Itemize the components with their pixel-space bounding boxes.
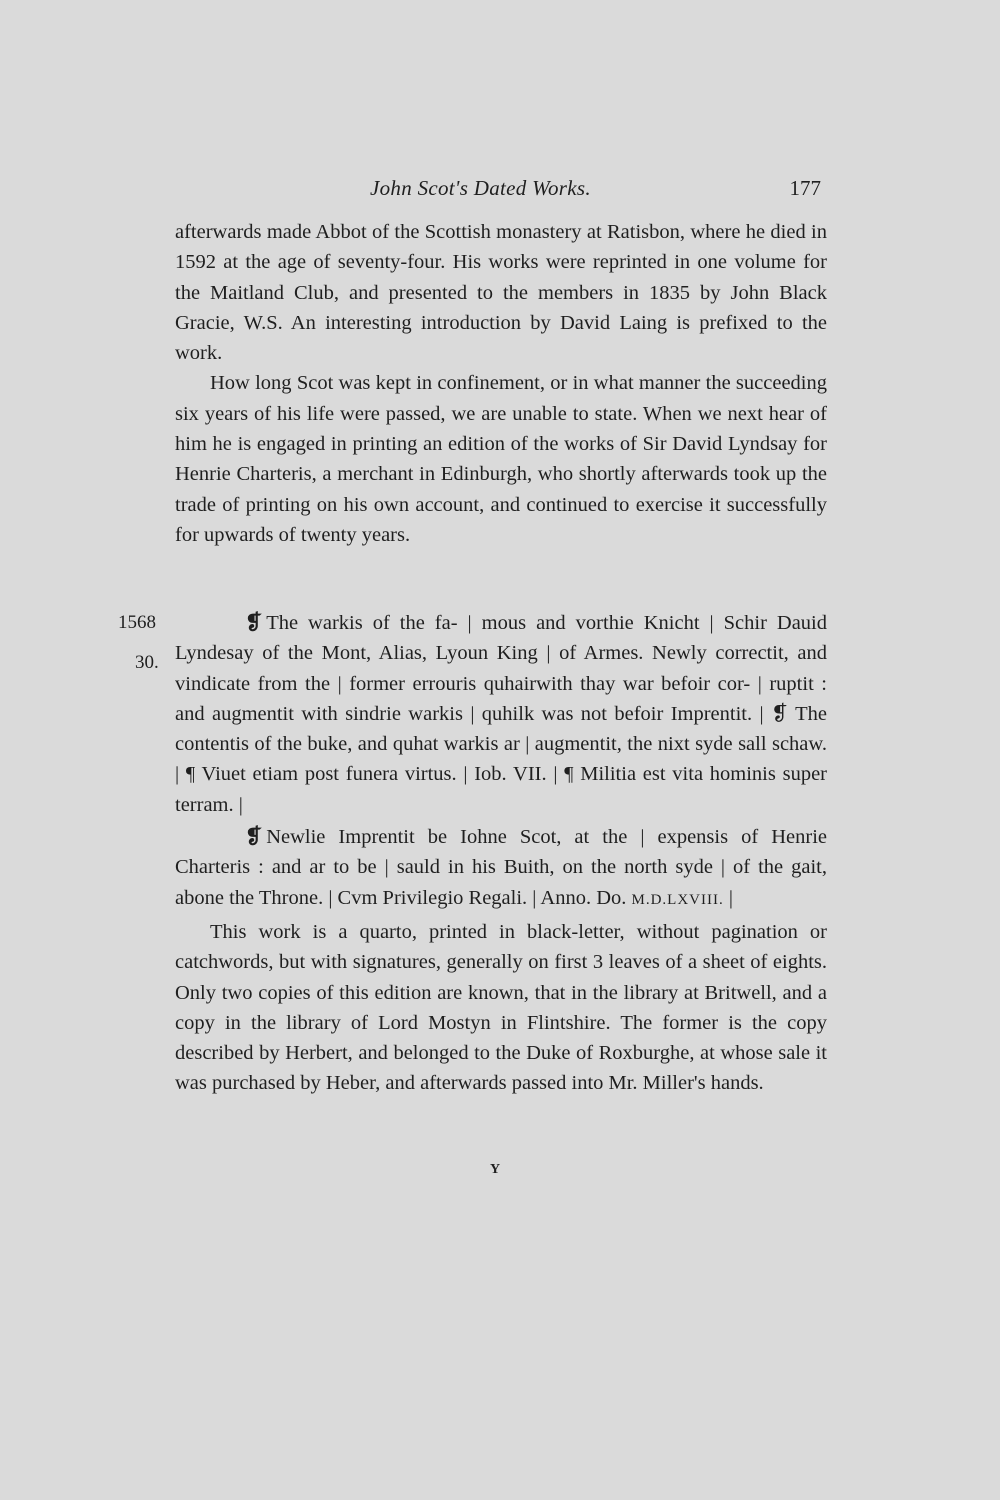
- paragraph-1: afterwards made Abbot of the Scottish monastery at Ratisbon, where he died in 1592 at the age of seventy-four. His works were reprinted in one volume for the Maitland Club, and presented to the members in 1835 by John Black Gracie, W.S. An interesting introduction by David Laing is prefixed to the work.: [175, 221, 827, 365]
- paragraph-2: How long Scot was kept in confinement, or in what manner the succeeding six years of his life were passed, we are unable to state. When we next hear of him he is engaged in printing an edition of the works of Sir David Lyndsay for Henrie Charteris, a merchant in Edinburgh, who shortly afterwards took up the trade of printing on his own account, and continued to exercise it successfully for upwards of twenty years.: [175, 372, 827, 546]
- entry-imprint-end: |: [723, 886, 733, 909]
- entry-title: [175, 608, 827, 820]
- entry-imprint-date: M.D.LXVIII.: [631, 891, 724, 908]
- entry-imprint: [175, 822, 827, 915]
- page-header: [175, 176, 825, 208]
- entry-title-text: The warkis of the fa- | mous and vorthie Knicht | Schir Dauid Lyndesay of the Mont, Alias, Lyoun King | of Armes. Newly correctit, and vindicate from the | former errouris quhairwith thay war befoir cor- | ruptit : and augmentit with sindrie warkis | quhilk was not befoir Imprentit. | ❡ The contentis of the buke, and quhat warkis ar | augmentit, the nixt syde sall schaw. | ¶ Viuet etiam post funera virtus. | Iob. VII. | ¶ Militia est vita hominis super terram. |: [175, 612, 827, 816]
- bibliographic-entry: [175, 608, 827, 1099]
- capitulum-icon: ❡: [245, 826, 263, 849]
- signature-mark: Y: [490, 1162, 502, 1177]
- entry-imprint-text: Newlie Imprentit be Iohne Scot, at the | expensis of Henrie Charteris : and ar to be | sauld in his Buith, on the north syde | of the gait, abone the Throne. | Cvm Privilegio Regali. | Anno. Do.: [175, 826, 827, 909]
- entry-description: This work is a quarto, printed in black-letter, without pagination or catchwords, but with signatures, generally on first 3 leaves of a sheet of eights. Only two copies of this edition are known, that in the library at Britwell, and a copy in the library of Lord Mostyn in Flintshire. The former is the copy described by Herbert, and belonged to the Duke of Roxburghe, at whose sale it was purchased by Heber, and afterwards passed into Mr. Miller's hands.: [175, 920, 827, 1095]
- margin-entry-number: 30.: [135, 652, 159, 673]
- capitulum-icon: ❡: [245, 612, 263, 634]
- body-text: [175, 217, 827, 550]
- running-title: John Scot's Dated Works.: [370, 176, 591, 200]
- page-number: 177: [789, 176, 821, 200]
- margin-year: 1568: [118, 612, 156, 633]
